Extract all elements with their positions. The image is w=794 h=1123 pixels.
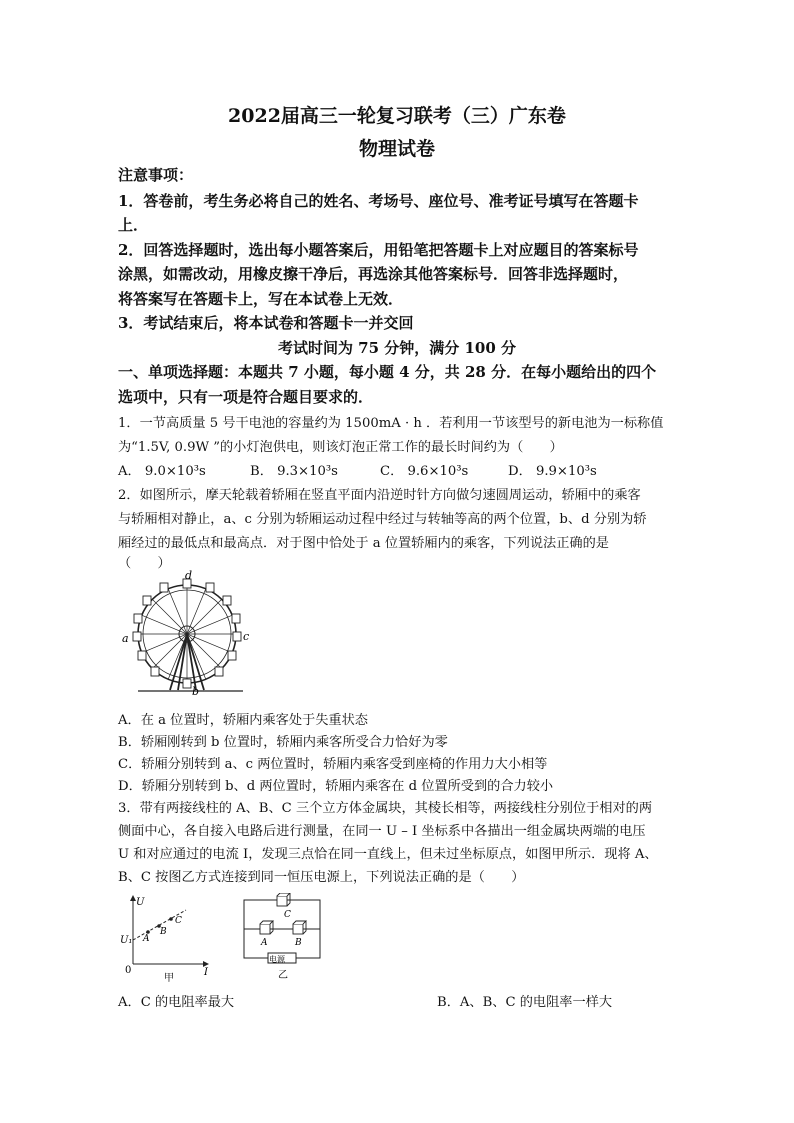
q1-option-c: C． 9.6×10³s [380, 464, 469, 479]
q1-stem-cont: 为“1.5V, 0.9W ”的小灯泡供电，则该灯泡正常工作的最长时间约为（ ） [118, 440, 563, 455]
q2-stem-cont1: 与轿厢相对静止，a、c 分别为轿厢运动过程中经过与转轴等高的两个位置，b、d 分别为轿 [118, 512, 647, 527]
q2-stem-cont2: 厢经过的最低点和最高点．对于图中恰处于 a 位置轿厢内的乘客，下列说法正确的是 [118, 536, 609, 551]
notice-heading: 注意事项： [118, 166, 194, 184]
exam-time-info: 考试时间为 75 分钟，满分 100 分 [277, 339, 517, 357]
fig-caption-yi: 乙 [278, 970, 288, 981]
ui-graph-figure [118, 893, 216, 983]
q2-option-a: A．在 a 位置时，轿厢内乘客处于失重状态 [118, 713, 368, 728]
fig-label-c: c [243, 630, 250, 643]
notice-item-2-cont2: 将答案写在答题卡上，写在本试卷上无效． [118, 290, 404, 308]
notice-item-2: 2．回答选择题时，选出每小题答案后，用铅笔把答题卡上对应题目的答案标号 [118, 241, 639, 259]
notice-item-1: 1．答卷前，考生务必将自己的姓名、考场号、座位号、准考证号填写在答题卡 [118, 192, 639, 210]
fig-label-d: d [185, 570, 193, 582]
notice-item-1-cont: 上． [118, 216, 149, 234]
fig-caption-jia: 甲 [164, 973, 174, 983]
q3-option-b: B．A、B、C 的电阻率一样大 [437, 995, 613, 1010]
q2-stem: 2．如图所示，摩天轮载着轿厢在竖直平面内沿逆时针方向做匀速圆周运动，轿厢中的乘客 [118, 488, 641, 503]
cube-label-c: C [284, 910, 291, 920]
q3-option-a: A．C 的电阻率最大 [118, 995, 235, 1010]
notice-item-2-cont1: 涂黑，如需改动，用橡皮擦干净后，再选涂其他答案标号．回答非选择题时， [118, 265, 629, 283]
ferris-wheel-figure [118, 570, 253, 700]
q2-option-c: C．轿厢分别转到 a、c 两位置时，轿厢内乘客受到座椅的作用力大小相等 [118, 757, 548, 772]
section-heading: 一、单项选择题：本题共 7 小题，每小题 4 分，共 28 分．在每小题给出的四个 [118, 363, 657, 381]
fig-label-a: a [122, 632, 129, 645]
axis-label-u1: U₁ [120, 935, 133, 946]
q3-stem-cont3: B、C 按图乙方式连接到同一恒压电源上，下列说法正确的是（ ） [118, 870, 525, 885]
q2-option-b: B．轿厢刚转到 b 位置时，轿厢内乘客所受合力恰好为零 [118, 735, 448, 750]
q2-option-d: D．轿厢分别转到 b、d 两位置时，轿厢内乘客在 d 位置所受到的合力较小 [118, 779, 554, 794]
q3-stem: 3．带有两接线柱的 A、B、C 三个立方体金属块，其棱长相等，两接线柱分别位于相对的两 [118, 801, 653, 816]
q3-stem-cont1: 侧面中心，各自接入电路后进行测量，在同一 U – I 坐标系中各描出一组金属块两端的电压 [118, 824, 646, 839]
q2-stem-cont3: （ ） [118, 556, 171, 571]
q1-option-a: A． 9.0×10³s [118, 464, 206, 479]
axis-label-u: U [136, 897, 145, 908]
circuit-figure [238, 893, 328, 985]
exam-subject: 物理试卷 [358, 138, 435, 160]
q1-option-d: D． 9.9×10³s [508, 464, 597, 479]
axis-origin: 0 [125, 965, 132, 976]
cube-label-a: A [261, 938, 268, 948]
source-label: 电源 [269, 955, 285, 964]
exam-title: 2022届高三一轮复习联考（三）广东卷 [228, 105, 566, 127]
point-label-b: B [160, 927, 167, 937]
point-label-a: A [143, 934, 150, 944]
fig-label-b: b [192, 685, 200, 698]
q1-option-b: B． 9.3×10³s [250, 464, 338, 479]
section-heading-cont: 选项中，只有一项是符合题目要求的． [118, 388, 374, 406]
point-label-c: C [175, 916, 182, 926]
axis-label-i: I [204, 967, 208, 978]
q3-stem-cont2: U 和对应通过的电流 I，发现三点恰在同一直线上，但未过坐标原点，如图甲所示．现将 A、 [118, 847, 658, 862]
notice-item-3: 3．考试结束后，将本试卷和答题卡一并交回 [118, 314, 414, 332]
cube-label-b: B [295, 938, 302, 948]
q1-stem: 1．一节高质量 5 号干电池的容量约为 1500mA · h ．若利用一节该型号的新电池为一标称值 [118, 416, 664, 431]
